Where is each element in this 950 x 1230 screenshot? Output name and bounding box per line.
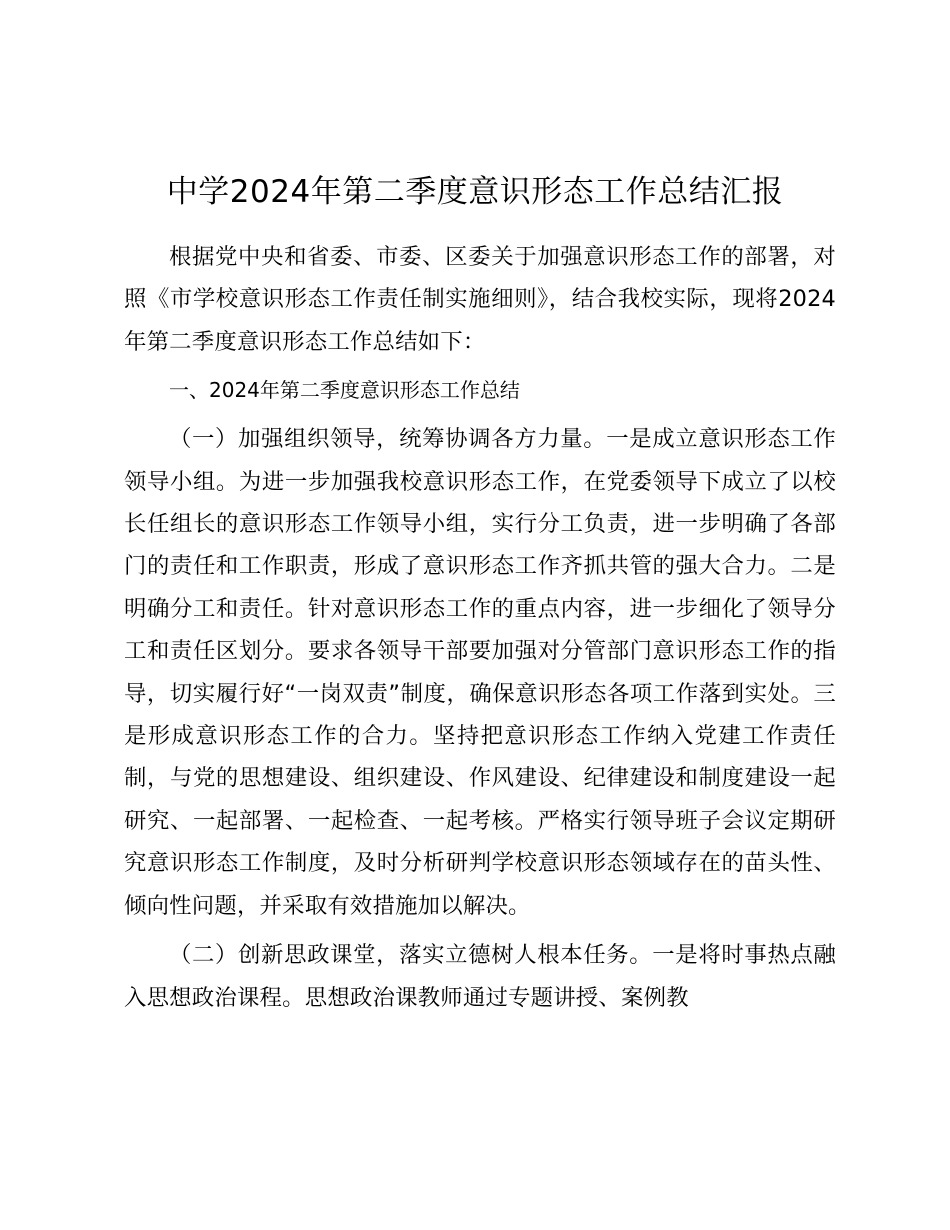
paragraph-organization: （一）加强组织领导，统筹协调各方力量。一是成立意识形态工作领导小组。为进一步加强我校意识形态工作，在党委领导下成立了以校长任组长的意识形态工作领导小组，实行分工负责，进一步明确了各部门的责任和工作职责，形成了意识形态工作齐抓共管的强大合力。二是明确分工和责任。针对意识形态工作的重点内容，进一步细化了领导分工和责任区划分。要求各领导干部要加强对分管部门意识形态工作的指导，切实履行好“一岗双责”制度，确保意识形态各项工作落到实处。三是形成意识形态工作的合力。坚持把意识形态工作纳入党建工作责任制，与党的思想建设、组织建设、作风建设、纪律建设和制度建设一起研究、一起部署、一起检查、一起考核。严格实行领导班子会议定期研究意识形态工作制度，及时分析研判学校意识形态领域存在的苗头性、倾向性问题，并采取有效措施加以解决。 (124, 426, 836, 919)
document-title: 中学2024年第二季度意识形态工作总结汇报 (166, 174, 784, 210)
paragraph-ideology-class: （二）创新思政课堂，落实立德树人根本任务。一是将时事热点融入思想政治课程。思想政治课教师通过专题讲授、案例教 (124, 942, 836, 1011)
document-body (124, 236, 836, 1026)
intro-paragraph: 根据党中央和省委、市委、区委关于加强意识形态工作的部署，对照《市学校意识形态工作责任制实施细则》，结合我校实际，现将2024年第二季度意识形态工作总结如下： (124, 244, 836, 355)
section-heading: 一、2024年第二季度意识形态工作总结 (169, 378, 520, 403)
